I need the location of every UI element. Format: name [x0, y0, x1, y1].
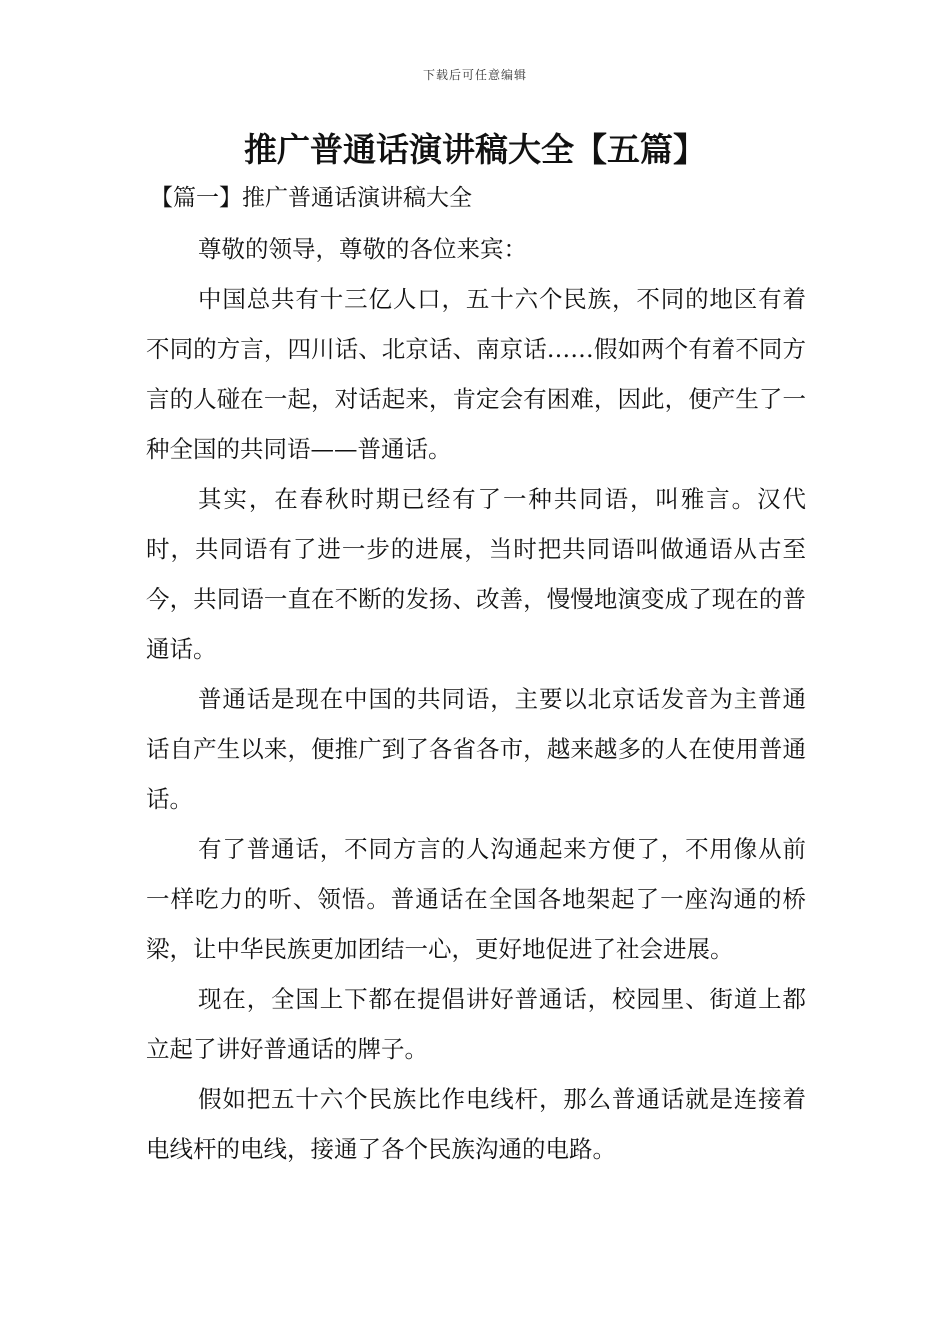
paragraph: 假如把五十六个民族比作电线杆，那么普通话就是连接着电线杆的电线，接通了各个民族沟通的电路。 — [146, 1085, 806, 1163]
paragraph: 有了普通话，不同方言的人沟通起来方便了，不用像从前一样吃力的听、领悟。普通话在全国各地架起了一座沟通的桥梁，让中华民族更加团结一心，更好地促进了社会进展。 — [146, 835, 806, 963]
paragraph: 普通话是现在中国的共同语，主要以北京话发音为主普通话自产生以来，便推广到了各省各市，越来越多的人在使用普通话。 — [146, 685, 806, 813]
paragraph: 中国总共有十三亿人口，五十六个民族，不同的地区有着不同的方言，四川话、北京话、南京话……假如两个有着不同方言的人碰在一起，对话起来，肯定会有困难，因此，便产生了一种全国的共同语——普通话。 — [146, 285, 806, 463]
document-title: 推广普通话演讲稿大全【五篇】 — [244, 130, 706, 169]
paragraph: 其实，在春秋时期已经有了一种共同语，叫雅言。汉代时，共同语有了进一步的进展，当时把共同语叫做通语从古至今，共同语一直在不断的发扬、改善，慢慢地演变成了现在的普通话。 — [146, 485, 806, 663]
section-heading: 【篇一】推广普通话演讲稿大全 — [150, 185, 472, 211]
paragraph-salutation: 尊敬的领导，尊敬的各位来宾： — [198, 235, 527, 263]
paragraph: 现在，全国上下都在提倡讲好普通话，校园里、街道上都立起了讲好普通话的牌子。 — [146, 985, 806, 1063]
body-text — [146, 224, 806, 1174]
header-note: 下载后可任意编辑 — [422, 68, 527, 82]
